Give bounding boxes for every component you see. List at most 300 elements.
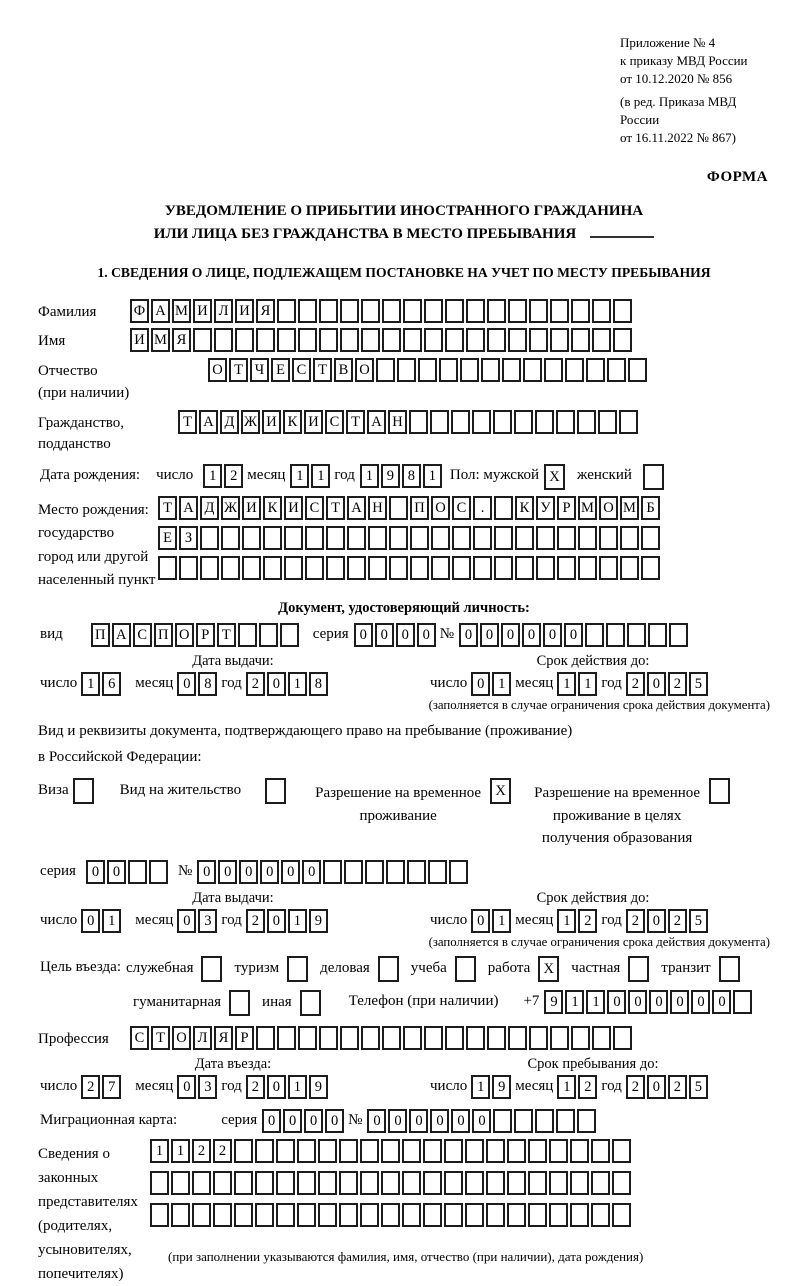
char-box[interactable]	[529, 1026, 548, 1050]
temp-residence-checkbox[interactable]	[490, 778, 513, 804]
purpose-study-checkbox[interactable]	[455, 956, 478, 982]
char-box[interactable]	[473, 526, 492, 550]
female-checkbox[interactable]	[643, 464, 666, 490]
char-box[interactable]	[409, 410, 428, 434]
char-box[interactable]: 1	[81, 672, 100, 696]
char-box[interactable]	[200, 556, 219, 580]
char-box[interactable]: 2	[578, 909, 597, 933]
char-box[interactable]	[213, 1171, 232, 1195]
char-box[interactable]: 0	[522, 623, 541, 647]
char-box[interactable]	[287, 956, 308, 982]
char-box[interactable]	[368, 526, 387, 550]
purpose-humanitarian-checkbox[interactable]	[229, 990, 252, 1016]
char-box[interactable]	[628, 956, 649, 982]
identity-issue-month[interactable]	[177, 672, 219, 696]
char-box[interactable]	[323, 860, 342, 884]
char-box[interactable]	[319, 328, 338, 352]
char-box[interactable]	[305, 526, 324, 550]
char-box[interactable]: Н	[388, 410, 407, 434]
char-box[interactable]	[451, 410, 470, 434]
char-box[interactable]: 0	[367, 1109, 386, 1133]
char-box[interactable]	[612, 1171, 631, 1195]
char-box[interactable]: И	[193, 299, 212, 323]
doc-series-boxes[interactable]	[354, 623, 438, 647]
char-box[interactable]	[381, 1171, 400, 1195]
char-box[interactable]	[386, 860, 405, 884]
char-box[interactable]: 3	[198, 1075, 217, 1099]
char-box[interactable]	[365, 860, 384, 884]
char-box[interactable]: 0	[649, 990, 668, 1014]
char-box[interactable]	[557, 526, 576, 550]
char-box[interactable]	[549, 1171, 568, 1195]
char-box[interactable]	[536, 526, 555, 550]
birth-place-boxes-row2[interactable]	[158, 526, 662, 550]
char-box[interactable]	[280, 623, 299, 647]
char-box[interactable]	[544, 358, 563, 382]
char-box[interactable]: X	[544, 464, 565, 490]
char-box[interactable]	[300, 990, 321, 1016]
purpose-transit-checkbox[interactable]	[719, 956, 742, 982]
char-box[interactable]: С	[130, 1026, 149, 1050]
char-box[interactable]	[452, 556, 471, 580]
char-box[interactable]	[486, 1203, 505, 1227]
char-box[interactable]: 0	[628, 990, 647, 1014]
residence-issue-day[interactable]	[81, 909, 123, 933]
char-box[interactable]	[214, 328, 233, 352]
char-box[interactable]: С	[305, 496, 324, 520]
char-box[interactable]: В	[334, 358, 353, 382]
char-box[interactable]	[591, 1139, 610, 1163]
char-box[interactable]: К	[263, 496, 282, 520]
char-box[interactable]: 0	[388, 1109, 407, 1133]
char-box[interactable]	[361, 328, 380, 352]
char-box[interactable]	[628, 358, 647, 382]
char-box[interactable]	[528, 1171, 547, 1195]
profession-boxes[interactable]	[130, 1026, 634, 1050]
char-box[interactable]: О	[172, 1026, 191, 1050]
char-box[interactable]	[570, 1139, 589, 1163]
char-box[interactable]: 0	[647, 909, 666, 933]
char-box[interactable]: 0	[471, 909, 490, 933]
char-box[interactable]: 0	[417, 623, 436, 647]
char-box[interactable]	[591, 1171, 610, 1195]
char-box[interactable]	[397, 358, 416, 382]
char-box[interactable]	[550, 328, 569, 352]
char-box[interactable]	[402, 1139, 421, 1163]
char-box[interactable]: Т	[346, 410, 365, 434]
doc-kind-boxes[interactable]	[91, 623, 301, 647]
char-box[interactable]	[255, 1139, 274, 1163]
char-box[interactable]: Т	[217, 623, 236, 647]
char-box[interactable]	[381, 1139, 400, 1163]
char-box[interactable]: С	[133, 623, 152, 647]
char-box[interactable]: И	[235, 299, 254, 323]
char-box[interactable]	[360, 1203, 379, 1227]
char-box[interactable]	[297, 1139, 316, 1163]
char-box[interactable]: 2	[626, 1075, 645, 1099]
char-box[interactable]	[242, 526, 261, 550]
char-box[interactable]	[641, 526, 660, 550]
char-box[interactable]: 1	[360, 464, 379, 488]
char-box[interactable]: 2	[213, 1139, 232, 1163]
char-box[interactable]: 0	[177, 672, 196, 696]
char-box[interactable]: 1	[557, 672, 576, 696]
char-box[interactable]: Р	[235, 1026, 254, 1050]
char-box[interactable]: 0	[81, 909, 100, 933]
char-box[interactable]: 0	[471, 672, 490, 696]
char-box[interactable]	[507, 1139, 526, 1163]
char-box[interactable]: 1	[102, 909, 121, 933]
char-box[interactable]: К	[283, 410, 302, 434]
char-box[interactable]	[445, 299, 464, 323]
char-box[interactable]: 0	[267, 1075, 286, 1099]
char-box[interactable]: Т	[151, 1026, 170, 1050]
char-box[interactable]	[549, 1139, 568, 1163]
char-box[interactable]	[578, 526, 597, 550]
char-box[interactable]: 0	[480, 623, 499, 647]
char-box[interactable]: И	[262, 410, 281, 434]
char-box[interactable]: 0	[267, 909, 286, 933]
char-box[interactable]	[452, 526, 471, 550]
char-box[interactable]	[361, 1026, 380, 1050]
char-box[interactable]: 1	[288, 672, 307, 696]
char-box[interactable]: 1	[423, 464, 442, 488]
char-box[interactable]	[238, 623, 257, 647]
char-box[interactable]	[423, 1203, 442, 1227]
purpose-official-checkbox[interactable]	[201, 956, 224, 982]
char-box[interactable]	[256, 328, 275, 352]
char-box[interactable]	[444, 1203, 463, 1227]
char-box[interactable]	[565, 358, 584, 382]
char-box[interactable]: .	[473, 496, 492, 520]
char-box[interactable]	[382, 328, 401, 352]
char-box[interactable]	[709, 778, 730, 804]
char-box[interactable]: 0	[430, 1109, 449, 1133]
char-box[interactable]: 0	[670, 990, 689, 1014]
char-box[interactable]	[641, 556, 660, 580]
char-box[interactable]: К	[515, 496, 534, 520]
char-box[interactable]	[439, 358, 458, 382]
char-box[interactable]: 1	[311, 464, 330, 488]
char-box[interactable]	[298, 299, 317, 323]
char-box[interactable]: 0	[543, 623, 562, 647]
char-box[interactable]: X	[490, 778, 511, 804]
phone-boxes[interactable]	[544, 990, 754, 1014]
char-box[interactable]	[528, 1139, 547, 1163]
char-box[interactable]	[213, 1203, 232, 1227]
entry-year[interactable]	[246, 1075, 330, 1099]
char-box[interactable]: 8	[402, 464, 421, 488]
char-box[interactable]	[424, 328, 443, 352]
char-box[interactable]: А	[367, 410, 386, 434]
doc-number-boxes[interactable]	[459, 623, 690, 647]
char-box[interactable]	[486, 1171, 505, 1195]
char-box[interactable]: А	[112, 623, 131, 647]
char-box[interactable]	[473, 556, 492, 580]
char-box[interactable]	[445, 1026, 464, 1050]
char-box[interactable]: 0	[281, 860, 300, 884]
char-box[interactable]	[340, 1026, 359, 1050]
char-box[interactable]	[529, 328, 548, 352]
stay-month[interactable]	[557, 1075, 599, 1099]
char-box[interactable]	[277, 299, 296, 323]
char-box[interactable]	[556, 1109, 575, 1133]
char-box[interactable]	[326, 556, 345, 580]
char-box[interactable]	[585, 623, 604, 647]
char-box[interactable]	[536, 556, 555, 580]
char-box[interactable]: Т	[313, 358, 332, 382]
char-box[interactable]: С	[292, 358, 311, 382]
char-box[interactable]	[255, 1203, 274, 1227]
char-box[interactable]	[382, 1026, 401, 1050]
char-box[interactable]	[171, 1171, 190, 1195]
identity-valid-year[interactable]	[626, 672, 710, 696]
citizenship-boxes[interactable]	[178, 410, 640, 434]
migration-number-boxes[interactable]	[367, 1109, 598, 1133]
char-box[interactable]	[361, 299, 380, 323]
char-box[interactable]: 1	[492, 909, 511, 933]
char-box[interactable]	[455, 956, 476, 982]
char-box[interactable]: О	[208, 358, 227, 382]
char-box[interactable]: Л	[214, 299, 233, 323]
char-box[interactable]	[466, 1026, 485, 1050]
birth-day-boxes[interactable]	[203, 464, 245, 488]
char-box[interactable]	[586, 358, 605, 382]
char-box[interactable]	[523, 358, 542, 382]
char-box[interactable]	[192, 1203, 211, 1227]
char-box[interactable]	[620, 526, 639, 550]
char-box[interactable]	[592, 1026, 611, 1050]
char-box[interactable]: 0	[107, 860, 126, 884]
char-box[interactable]	[381, 1203, 400, 1227]
char-box[interactable]: З	[179, 526, 198, 550]
char-box[interactable]: 9	[492, 1075, 511, 1099]
entry-month[interactable]	[177, 1075, 219, 1099]
char-box[interactable]: П	[410, 496, 429, 520]
char-box[interactable]	[598, 410, 617, 434]
char-box[interactable]	[444, 1171, 463, 1195]
surname-boxes[interactable]	[130, 299, 634, 323]
char-box[interactable]	[73, 778, 94, 804]
char-box[interactable]: 0	[647, 1075, 666, 1099]
char-box[interactable]: М	[172, 299, 191, 323]
char-box[interactable]	[507, 1203, 526, 1227]
char-box[interactable]	[449, 860, 468, 884]
char-box[interactable]	[591, 1203, 610, 1227]
char-box[interactable]	[514, 1109, 533, 1133]
char-box[interactable]	[557, 556, 576, 580]
char-box[interactable]	[201, 956, 222, 982]
purpose-private-checkbox[interactable]	[628, 956, 651, 982]
char-box[interactable]	[428, 860, 447, 884]
residence-issue-month[interactable]	[177, 909, 219, 933]
stay-day[interactable]	[471, 1075, 513, 1099]
char-box[interactable]	[403, 1026, 422, 1050]
char-box[interactable]	[669, 623, 688, 647]
char-box[interactable]	[128, 860, 147, 884]
char-box[interactable]	[298, 328, 317, 352]
char-box[interactable]	[259, 623, 278, 647]
char-box[interactable]: 1	[578, 672, 597, 696]
char-box[interactable]	[493, 410, 512, 434]
char-box[interactable]	[410, 556, 429, 580]
birth-place-boxes-row3[interactable]	[158, 556, 662, 580]
char-box[interactable]	[606, 623, 625, 647]
char-box[interactable]	[571, 299, 590, 323]
char-box[interactable]: 0	[501, 623, 520, 647]
char-box[interactable]: И	[304, 410, 323, 434]
char-box[interactable]: Р	[557, 496, 576, 520]
char-box[interactable]: Я	[172, 328, 191, 352]
char-box[interactable]: Л	[193, 1026, 212, 1050]
char-box[interactable]: 0	[197, 860, 216, 884]
char-box[interactable]: Б	[641, 496, 660, 520]
char-box[interactable]: 1	[203, 464, 222, 488]
char-box[interactable]	[445, 328, 464, 352]
residence-number-boxes[interactable]	[197, 860, 470, 884]
char-box[interactable]	[265, 778, 286, 804]
char-box[interactable]	[410, 526, 429, 550]
char-box[interactable]	[487, 1026, 506, 1050]
char-box[interactable]	[424, 299, 443, 323]
char-box[interactable]: 0	[218, 860, 237, 884]
residence-permit-checkbox[interactable]	[265, 778, 288, 804]
char-box[interactable]: М	[578, 496, 597, 520]
char-box[interactable]: Ж	[241, 410, 260, 434]
char-box[interactable]: 0	[607, 990, 626, 1014]
char-box[interactable]	[149, 860, 168, 884]
char-box[interactable]: 2	[578, 1075, 597, 1099]
char-box[interactable]	[627, 623, 646, 647]
char-box[interactable]	[430, 410, 449, 434]
char-box[interactable]: 2	[668, 1075, 687, 1099]
char-box[interactable]	[535, 410, 554, 434]
char-box[interactable]	[577, 1109, 596, 1133]
char-box[interactable]	[494, 526, 513, 550]
char-box[interactable]: 3	[198, 909, 217, 933]
char-box[interactable]	[179, 556, 198, 580]
char-box[interactable]: 0	[260, 860, 279, 884]
visa-checkbox[interactable]	[73, 778, 96, 804]
char-box[interactable]	[298, 1026, 317, 1050]
char-box[interactable]	[360, 1171, 379, 1195]
char-box[interactable]	[297, 1203, 316, 1227]
birth-place-boxes-row1[interactable]	[158, 496, 662, 520]
char-box[interactable]	[326, 526, 345, 550]
char-box[interactable]	[389, 526, 408, 550]
char-box[interactable]	[378, 956, 399, 982]
char-box[interactable]	[592, 299, 611, 323]
char-box[interactable]	[403, 328, 422, 352]
char-box[interactable]	[508, 299, 527, 323]
temp-residence-education-checkbox[interactable]	[709, 778, 732, 804]
char-box[interactable]	[515, 556, 534, 580]
char-box[interactable]: 2	[668, 909, 687, 933]
char-box[interactable]	[465, 1139, 484, 1163]
char-box[interactable]: 0	[451, 1109, 470, 1133]
char-box[interactable]	[508, 328, 527, 352]
char-box[interactable]	[256, 1026, 275, 1050]
char-box[interactable]	[403, 299, 422, 323]
char-box[interactable]: 5	[689, 1075, 708, 1099]
char-box[interactable]: А	[179, 496, 198, 520]
char-box[interactable]	[263, 526, 282, 550]
char-box[interactable]	[556, 410, 575, 434]
char-box[interactable]	[193, 328, 212, 352]
char-box[interactable]	[444, 1139, 463, 1163]
char-box[interactable]	[550, 1026, 569, 1050]
char-box[interactable]	[460, 358, 479, 382]
char-box[interactable]: Я	[256, 299, 275, 323]
char-box[interactable]	[234, 1139, 253, 1163]
char-box[interactable]: Ж	[221, 496, 240, 520]
char-box[interactable]: 2	[224, 464, 243, 488]
char-box[interactable]: 2	[192, 1139, 211, 1163]
char-box[interactable]	[607, 358, 626, 382]
char-box[interactable]	[242, 556, 261, 580]
char-box[interactable]	[612, 1139, 631, 1163]
residence-issue-year[interactable]	[246, 909, 330, 933]
char-box[interactable]	[344, 860, 363, 884]
char-box[interactable]	[494, 556, 513, 580]
char-box[interactable]	[529, 299, 548, 323]
char-box[interactable]	[508, 1026, 527, 1050]
residence-valid-year[interactable]	[626, 909, 710, 933]
char-box[interactable]	[284, 526, 303, 550]
char-box[interactable]	[466, 328, 485, 352]
char-box[interactable]: П	[154, 623, 173, 647]
char-box[interactable]: 0	[564, 623, 583, 647]
char-box[interactable]: Т	[178, 410, 197, 434]
char-box[interactable]: Р	[196, 623, 215, 647]
char-box[interactable]	[599, 556, 618, 580]
char-box[interactable]: 5	[689, 672, 708, 696]
char-box[interactable]: 6	[102, 672, 121, 696]
char-box[interactable]: 0	[409, 1109, 428, 1133]
char-box[interactable]: 1	[557, 1075, 576, 1099]
char-box[interactable]	[466, 299, 485, 323]
char-box[interactable]	[578, 556, 597, 580]
residence-valid-day[interactable]	[471, 909, 513, 933]
char-box[interactable]: С	[452, 496, 471, 520]
char-box[interactable]: У	[536, 496, 555, 520]
residence-series-boxes[interactable]	[86, 860, 170, 884]
char-box[interactable]: 0	[239, 860, 258, 884]
char-box[interactable]: 0	[396, 623, 415, 647]
char-box[interactable]	[389, 556, 408, 580]
char-box[interactable]: 0	[304, 1109, 323, 1133]
char-box[interactable]	[502, 358, 521, 382]
char-box[interactable]	[339, 1171, 358, 1195]
char-box[interactable]: 1	[471, 1075, 490, 1099]
char-box[interactable]	[234, 1203, 253, 1227]
char-box[interactable]: 0	[712, 990, 731, 1014]
char-box[interactable]	[733, 990, 752, 1014]
char-box[interactable]	[719, 956, 740, 982]
char-box[interactable]	[376, 358, 395, 382]
residence-valid-month[interactable]	[557, 909, 599, 933]
birth-year-boxes[interactable]	[360, 464, 444, 488]
char-box[interactable]	[487, 328, 506, 352]
char-box[interactable]	[431, 526, 450, 550]
char-box[interactable]	[493, 1109, 512, 1133]
char-box[interactable]	[339, 1139, 358, 1163]
purpose-tourism-checkbox[interactable]	[287, 956, 310, 982]
char-box[interactable]: Т	[229, 358, 248, 382]
char-box[interactable]: Д	[200, 496, 219, 520]
char-box[interactable]: 5	[689, 909, 708, 933]
char-box[interactable]: 1	[150, 1139, 169, 1163]
